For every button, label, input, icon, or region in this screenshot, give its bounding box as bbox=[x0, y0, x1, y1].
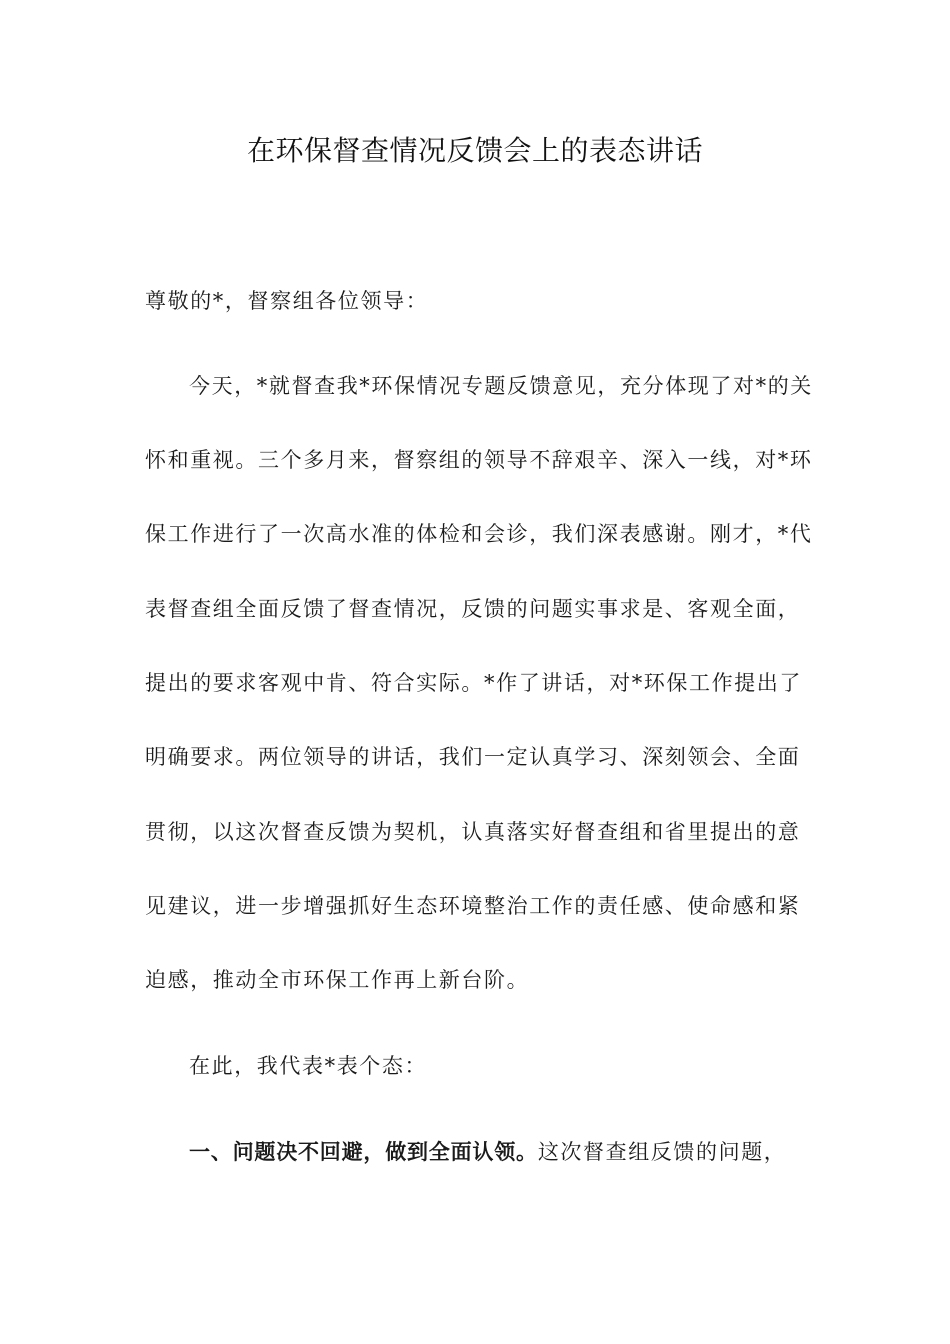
point-one-text: 这次督查组反馈的问题， bbox=[537, 1140, 787, 1164]
point-one bbox=[189, 1137, 859, 1167]
paragraph-line: 见建议，进一步增强抓好生态环境整治工作的责任感、使命感和紧 bbox=[145, 894, 801, 918]
paragraph-line: 表督查组全面反馈了督查情况，反馈的问题实事求是、客观全面， bbox=[145, 597, 801, 621]
document-title: 在环保督查情况反馈会上的表态讲话 bbox=[246, 134, 703, 167]
paragraph-line: 贯彻，以这次督查反馈为契机，认真落实好督查组和省里提出的意 bbox=[145, 820, 801, 844]
paragraph-line: 今天，*就督查我*环保情况专题反馈意见，充分体现了对*的关 bbox=[189, 374, 813, 398]
point-one-heading: 一、问题决不回避，做到全面认领。 bbox=[189, 1140, 538, 1164]
paragraph-line: 明确要求。两位领导的讲话，我们一定认真学习、深刻领会、全面 bbox=[145, 745, 801, 769]
paragraph-line: 提出的要求客观中肯、符合实际。*作了讲话，对*环保工作提出了 bbox=[145, 671, 802, 695]
paragraph-line: 迫感，推动全市环保工作再上新台阶。 bbox=[145, 968, 530, 992]
paragraph-line: 保工作进行了一次高水准的体检和会诊，我们深表感谢。刚才，*代 bbox=[145, 522, 813, 546]
paragraph-line: 怀和重视。三个多月来，督察组的领导不辞艰辛、深入一线，对*环 bbox=[145, 448, 813, 472]
statement-intro: 在此，我代表*表个态： bbox=[189, 1054, 428, 1078]
salutation: 尊敬的*，督察组各位领导： bbox=[145, 289, 429, 313]
